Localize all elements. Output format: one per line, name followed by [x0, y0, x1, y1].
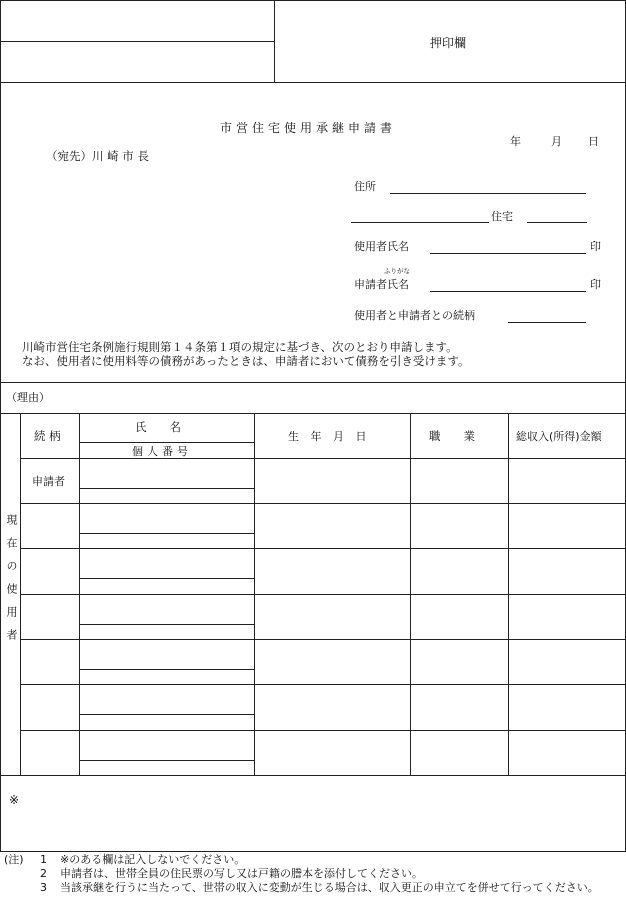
name-id-split	[79, 578, 254, 579]
note-number: 1	[40, 853, 47, 866]
address-label: 住所	[354, 180, 376, 193]
user-seal-mark: 印	[590, 240, 601, 253]
user-name-label: 使用者氏名	[354, 240, 409, 253]
note-text: ※のある欄は記入しないでください。	[60, 853, 246, 866]
header-id-number: 個人番号	[132, 445, 192, 458]
table-row[interactable]	[20, 548, 626, 549]
reason-section-bottom-line	[0, 413, 626, 414]
statement-line-1: 川崎市営住宅条例施行規則第１４条第１項の規定に基づき、次のとおり申請します。	[22, 340, 458, 354]
housing-label: 住宅	[491, 210, 513, 223]
header-name-split	[79, 442, 254, 443]
stamp-area-divider	[274, 0, 275, 82]
stamp-label: 押印欄	[430, 36, 467, 50]
housing-number-field[interactable]	[527, 222, 587, 223]
applicant-seal-mark: 印	[590, 278, 601, 291]
header-name: 氏 名	[135, 420, 181, 434]
applicant-name-field[interactable]	[430, 291, 586, 292]
table-side-label: 現在の使用者	[5, 514, 18, 652]
name-id-split	[79, 669, 254, 670]
relation-label: 使用者と申請者との続柄	[354, 309, 475, 322]
first-row-relation: 申請者	[32, 475, 65, 488]
addressee: （宛先）川 崎 市 長	[46, 149, 149, 163]
note-text: 申請者は、世帯全員の住民票の写し又は戸籍の謄本を添付してください。	[60, 867, 423, 880]
name-id-split	[79, 760, 254, 761]
notes-head: (注)	[4, 853, 24, 866]
table-row[interactable]	[20, 639, 626, 640]
header-row-bottom-line	[20, 458, 626, 459]
name-id-split	[79, 488, 254, 489]
top-section-bottom-line	[0, 82, 626, 83]
header-occupation: 職 業	[429, 429, 475, 443]
furigana-label: ふりがな	[384, 267, 410, 275]
name-id-split	[79, 624, 254, 625]
header-income: 総収入(所得)金額	[516, 430, 602, 443]
table-bottom-line	[0, 775, 626, 776]
address-field[interactable]	[390, 193, 586, 194]
relation-field[interactable]	[508, 322, 586, 323]
note-number: 3	[40, 881, 47, 894]
reason-label[interactable]: （理由）	[6, 391, 50, 404]
name-id-split	[79, 533, 254, 534]
top-left-divider	[0, 41, 274, 42]
note-text: 当該承継を行うに当たって、世帯の収入に変動が生じる場合は、収入更正の申立てを併せて行ってください。	[60, 881, 599, 894]
table-row[interactable]	[20, 730, 626, 731]
table-row[interactable]	[20, 503, 626, 504]
office-use-mark: ※	[9, 793, 20, 807]
applicant-name-label: 申請者氏名	[354, 278, 409, 291]
user-name-field[interactable]	[430, 253, 586, 254]
date-month: 月	[551, 135, 562, 148]
housing-name-field[interactable]	[351, 222, 489, 223]
notes	[4, 853, 620, 895]
date-day: 日	[588, 135, 599, 148]
header-section-bottom-line	[0, 382, 626, 383]
header-birthdate: 生 年 月 日	[288, 430, 371, 443]
form-title: 市営住宅使用承継申請書	[220, 121, 397, 135]
table-row[interactable]	[20, 684, 626, 685]
date-year: 年	[510, 135, 521, 148]
statement-line-2: なお、使用者に使用料等の債務があったときは、申請者において債務を引き受けます。	[22, 354, 470, 368]
note-number: 2	[40, 867, 47, 880]
name-id-split	[79, 714, 254, 715]
header-relation: 続 柄	[34, 429, 61, 443]
table-row[interactable]	[20, 594, 626, 595]
